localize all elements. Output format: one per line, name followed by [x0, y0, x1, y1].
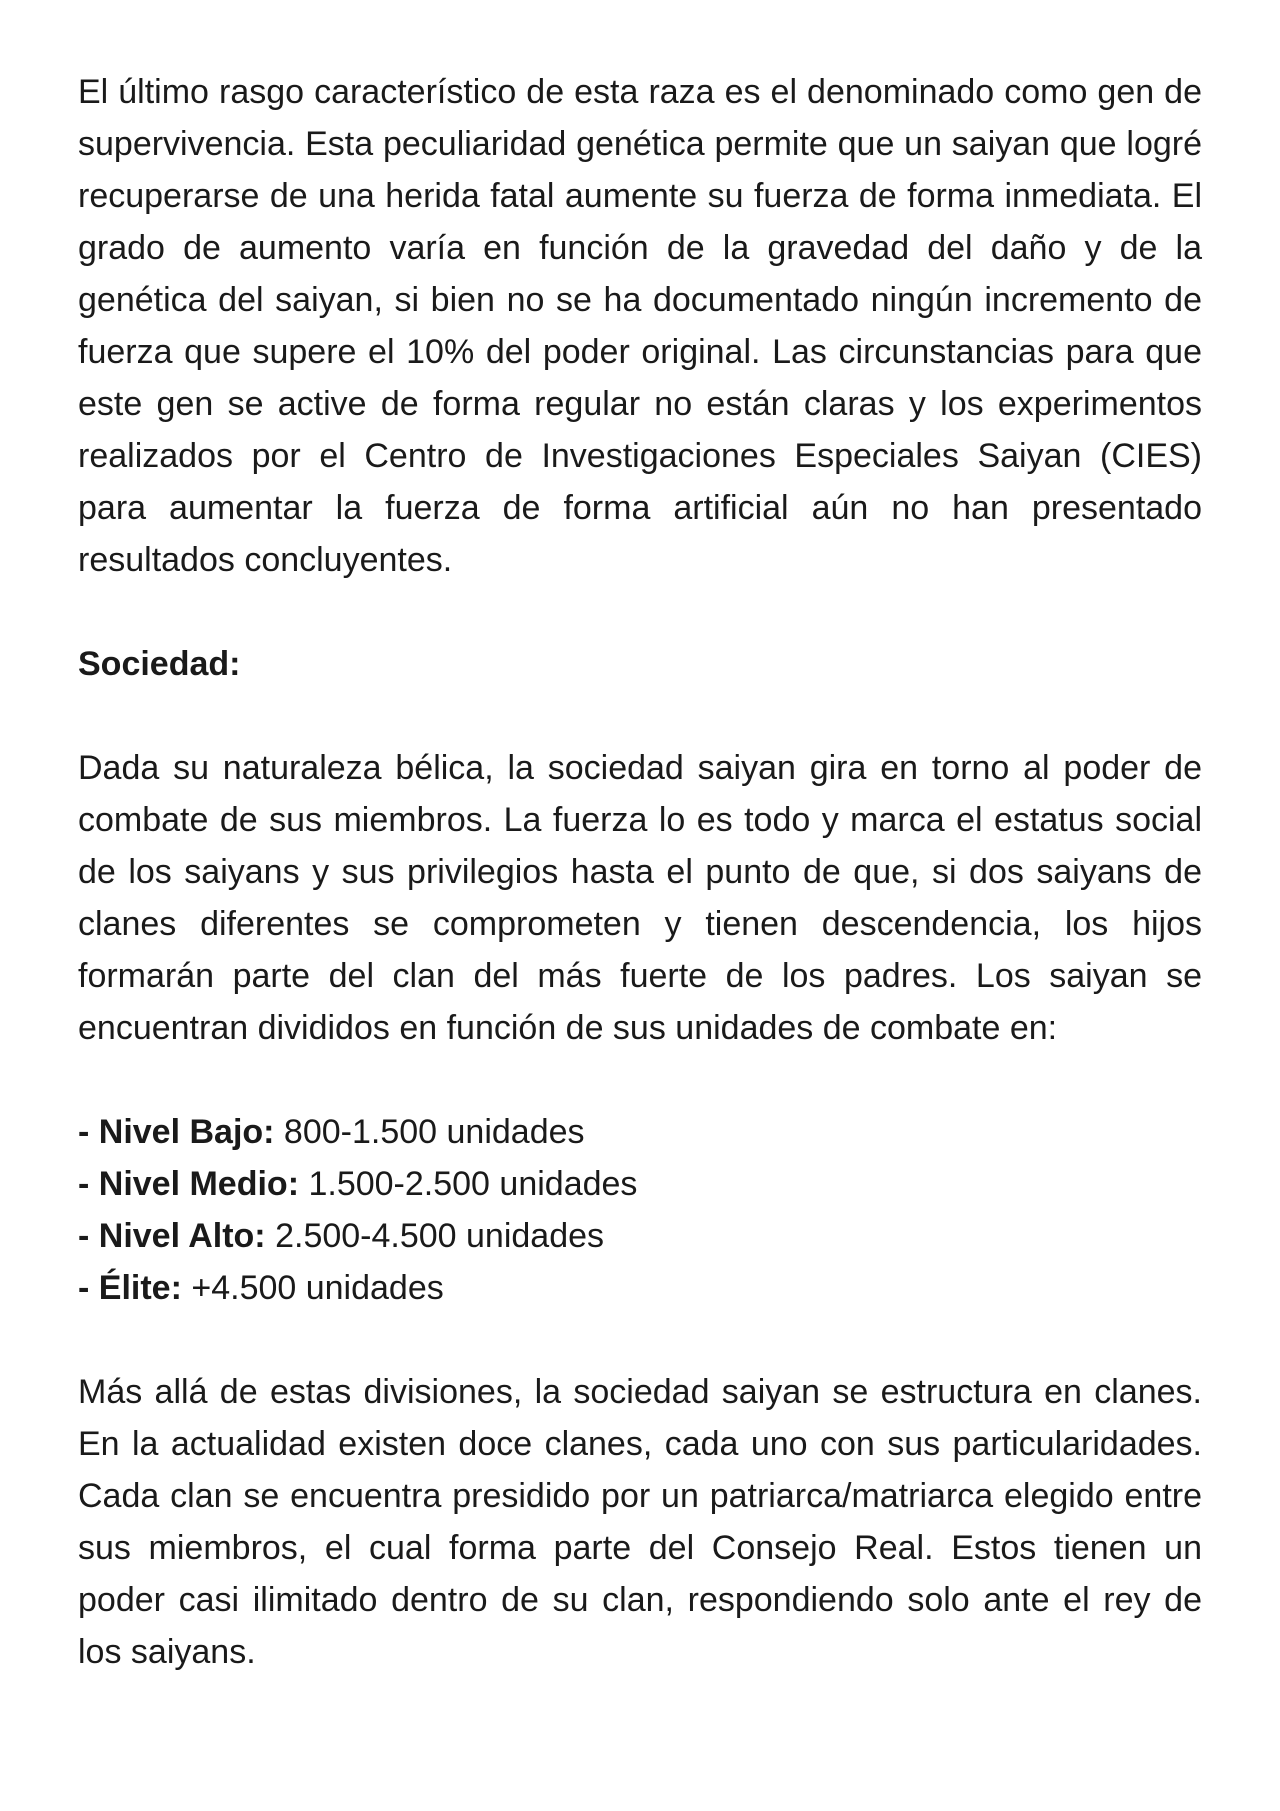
level-value: 800-1.500 unidades: [274, 1113, 585, 1151]
level-item-elite: [78, 1262, 1202, 1314]
paragraph-gen-supervivencia: El último rasgo característico de esta raza es el denominado como gen de supervivencia. Esta peculiaridad genética permite que un saiyan que logré recuperarse de una herida fatal aumente su fuerza de forma inmediata. El grado de aumento varía en función de la gravedad del daño y de la genética del saiyan, si bien no se ha documentado ningún incremento de fuerza que supere el 10% del poder original. Las circunstancias para que este gen se active de forma regular no están claras y los experimentos realizados por el Centro de Investigaciones Especiales Saiyan (CIES) para aumentar la fuerza de forma artificial aún no han presentado resultados concluyentes.: [78, 73, 1202, 579]
level-value: 1.500-2.500 unidades: [299, 1165, 638, 1203]
spacer: [78, 586, 1202, 638]
level-label: - Nivel Bajo:: [78, 1113, 275, 1151]
combat-levels-list: [78, 1106, 1202, 1314]
level-label: - Nivel Alto:: [78, 1217, 266, 1255]
level-value: +4.500 unidades: [181, 1269, 444, 1307]
paragraph-sociedad-intro: Dada su naturaleza bélica, la sociedad saiyan gira en torno al poder de combate de sus miembros. La fuerza lo es todo y marca el estatus social de los saiyans y sus privilegios hasta el punto de que, si dos saiyans de clanes diferentes se comprometen y tienen descendencia, los hijos formarán parte del clan del más fuerte de los padres. Los saiyan se encuentran divididos en función de sus unidades de combate en:: [78, 749, 1202, 1047]
paragraph-clanes: Más allá de estas divisiones, la sociedad saiyan se estructura en clanes. En la actualidad existen doce clanes, cada uno con sus particularidades. Cada clan se encuentra presidido por un patriarca/matriarca elegido entre sus miembros, el cual forma parte del Consejo Real. Estos tienen un poder casi ilimitado dentro de su clan, respondiendo solo ante el rey de los saiyans.: [78, 1373, 1202, 1671]
level-label: - Élite:: [78, 1269, 182, 1307]
level-item-medio: [78, 1158, 1202, 1210]
level-label: - Nivel Medio:: [78, 1165, 300, 1203]
spacer: [78, 1314, 1202, 1366]
level-item-bajo: [78, 1106, 1202, 1158]
section-heading-sociedad: Sociedad:: [78, 645, 241, 683]
spacer: [78, 690, 1202, 742]
level-item-alto: [78, 1210, 1202, 1262]
spacer: [78, 1054, 1202, 1106]
document-page: [78, 66, 1202, 1678]
level-value: 2.500-4.500 unidades: [265, 1217, 605, 1255]
